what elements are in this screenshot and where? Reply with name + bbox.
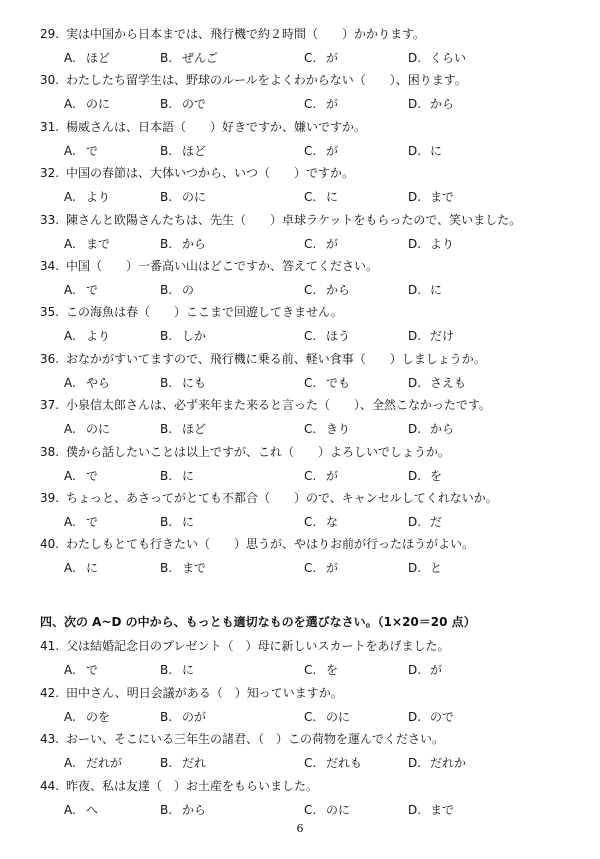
question-41: [40, 638, 588, 654]
option-label: B.: [160, 375, 173, 390]
option-label: C.: [304, 329, 317, 344]
option-label: B.: [160, 190, 173, 205]
answer-options: [64, 755, 584, 771]
option-label: C.: [304, 190, 317, 205]
option-c[interactable]: [304, 328, 350, 344]
option-label: C.: [304, 663, 317, 677]
option-text: から: [182, 802, 207, 817]
option-text: から: [430, 97, 455, 112]
option-d[interactable]: [408, 560, 442, 576]
question-text: 小泉信太郎さんは、必ず来年また来ると言った（ ）、全然こなかったです。: [66, 398, 492, 413]
question-number: 29.: [40, 27, 60, 41]
option-a[interactable]: [64, 709, 110, 725]
option-d[interactable]: [408, 468, 442, 484]
answer-options: [64, 802, 584, 818]
option-text: より: [430, 236, 455, 251]
option-d[interactable]: [408, 662, 442, 678]
option-label: D.: [408, 515, 422, 529]
question-43: [40, 731, 588, 747]
option-label: A.: [64, 143, 76, 158]
question-text: 僕から話したいことは以上ですが、これ（ ）よろしいでしょうか。: [66, 444, 451, 459]
option-label: D.: [408, 561, 422, 576]
option-label: B.: [160, 663, 173, 677]
option-b[interactable]: [160, 50, 218, 66]
option-b[interactable]: [160, 514, 194, 530]
question-36: [40, 351, 588, 367]
option-c[interactable]: [304, 468, 338, 484]
option-text: から: [182, 236, 207, 251]
answer-options: [64, 328, 584, 344]
option-text: やら: [86, 375, 111, 390]
option-label: D.: [408, 422, 422, 437]
option-b[interactable]: [160, 421, 206, 437]
option-text: きり: [326, 422, 351, 437]
option-c[interactable]: [304, 96, 338, 112]
option-text: ほう: [326, 329, 351, 344]
option-label: B.: [160, 756, 173, 771]
option-label: A.: [64, 422, 76, 437]
option-text: だれか: [430, 756, 467, 771]
option-label: D.: [408, 236, 422, 251]
option-label: A.: [64, 663, 76, 677]
option-text: だ: [430, 515, 443, 529]
option-label: B.: [160, 561, 173, 576]
question-32: [40, 165, 588, 181]
option-a[interactable]: [64, 802, 98, 818]
section-heading: 四、次の A~D の中から、もっとも適切なものを選びなさい。（1×20＝20 点）: [40, 615, 476, 629]
option-label: A.: [64, 709, 76, 724]
question-text: この海魚は春（ ）ここまで回遊してきません。: [66, 305, 343, 320]
option-a[interactable]: [64, 328, 110, 344]
option-d[interactable]: [408, 50, 466, 66]
option-text: のに: [182, 190, 207, 205]
option-text: が: [430, 663, 443, 677]
question-text: 中国（ ）一番高い山はどこですか、答えてください。: [66, 259, 379, 273]
option-a[interactable]: [64, 468, 98, 484]
answer-options: [64, 143, 584, 159]
option-label: A.: [64, 283, 76, 297]
answer-options: [64, 282, 584, 298]
question-number: 44.: [40, 778, 60, 793]
option-b[interactable]: [160, 709, 206, 725]
question-text: 陳さんと欧陽さんたちは、先生（ ）卓球ラケットをもらったので、笑いました。: [66, 212, 522, 227]
option-d[interactable]: [408, 96, 454, 112]
question-text: 実は中国から日本までは、飛行機で約２時間（ ）かかります。: [66, 27, 426, 41]
option-text: に: [86, 561, 99, 576]
question-34: [40, 258, 588, 274]
question-number: 38.: [40, 444, 60, 459]
option-label: C.: [304, 709, 317, 724]
answer-options: [64, 421, 584, 437]
question-text: 田中さん、明日会議がある（ ）知っていますか。: [66, 685, 343, 700]
option-label: B.: [160, 236, 173, 251]
option-text: が: [326, 97, 339, 112]
option-text: から: [430, 422, 455, 437]
option-label: D.: [408, 329, 422, 344]
option-label: C.: [304, 802, 317, 817]
option-text: で: [86, 468, 99, 483]
option-text: に: [182, 663, 195, 677]
option-text: を: [430, 468, 443, 483]
option-text: に: [182, 515, 195, 529]
option-d[interactable]: [408, 282, 442, 298]
answer-options: [64, 709, 584, 725]
question-42: [40, 685, 588, 701]
option-label: A.: [64, 515, 76, 529]
option-a[interactable]: [64, 236, 110, 252]
option-d[interactable]: [408, 421, 454, 437]
option-label: C.: [304, 236, 317, 251]
option-text: まで: [430, 802, 455, 817]
option-label: A.: [64, 51, 76, 65]
question-38: [40, 444, 588, 460]
option-b[interactable]: [160, 375, 206, 391]
question-number: 39.: [40, 491, 60, 505]
option-text: くらい: [430, 51, 467, 65]
option-label: A.: [64, 236, 76, 251]
option-a[interactable]: [64, 375, 110, 391]
option-b[interactable]: [160, 560, 206, 576]
option-label: D.: [408, 756, 422, 771]
answer-options: [64, 514, 584, 530]
option-label: D.: [408, 97, 422, 112]
option-label: A.: [64, 802, 76, 817]
option-text: のを: [86, 709, 111, 724]
question-number: 34.: [40, 259, 60, 273]
option-d[interactable]: [408, 802, 454, 818]
option-c[interactable]: [304, 755, 362, 771]
option-a[interactable]: [64, 143, 98, 159]
option-label: C.: [304, 561, 317, 576]
option-text: で: [86, 283, 99, 297]
option-b[interactable]: [160, 468, 194, 484]
option-label: C.: [304, 97, 317, 112]
question-number: 37.: [40, 398, 60, 413]
question-31: [40, 119, 588, 135]
option-label: D.: [408, 663, 422, 677]
answer-options: [64, 468, 584, 484]
question-text: ちょっと、あさってがとても不都合（ ）ので、キャンセルしてくれないか。: [66, 491, 498, 505]
option-label: B.: [160, 143, 173, 158]
question-number: 35.: [40, 305, 60, 320]
option-text: が: [326, 468, 339, 483]
option-label: C.: [304, 515, 317, 529]
option-text: まで: [430, 190, 455, 205]
option-label: D.: [408, 375, 422, 390]
option-label: D.: [408, 283, 422, 297]
option-text: が: [326, 561, 339, 576]
option-text: が: [326, 51, 339, 65]
option-a[interactable]: [64, 421, 110, 437]
option-label: C.: [304, 51, 317, 65]
option-c[interactable]: [304, 560, 338, 576]
option-text: にも: [182, 375, 207, 390]
option-c[interactable]: [304, 189, 338, 205]
option-label: D.: [408, 51, 422, 65]
option-text: が: [326, 143, 339, 158]
option-label: C.: [304, 375, 317, 390]
option-text: さえも: [430, 375, 467, 390]
option-text: まで: [182, 561, 207, 576]
question-number: 41.: [40, 639, 60, 653]
answer-options: [64, 662, 584, 678]
option-label: B.: [160, 515, 173, 529]
option-d[interactable]: [408, 236, 454, 252]
option-label: B.: [160, 97, 173, 112]
option-label: D.: [408, 190, 422, 205]
option-d[interactable]: [408, 709, 454, 725]
option-text: に: [326, 190, 339, 205]
question-text: 楊威さんは、日本語（ ）好きですか、嫌いですか。: [66, 119, 367, 134]
option-c[interactable]: [304, 709, 350, 725]
option-text: に: [430, 283, 443, 297]
question-33: [40, 212, 588, 228]
option-b[interactable]: [160, 282, 194, 298]
option-label: B.: [160, 709, 173, 724]
option-label: D.: [408, 802, 422, 817]
option-d[interactable]: [408, 375, 466, 391]
option-b[interactable]: [160, 189, 206, 205]
option-text: だれも: [326, 756, 363, 771]
option-a[interactable]: [64, 96, 110, 112]
question-44: [40, 778, 588, 794]
option-text: な: [326, 515, 339, 529]
option-c[interactable]: [304, 802, 350, 818]
option-text: より: [86, 190, 111, 205]
option-text: を: [326, 663, 339, 677]
option-text: ほど: [86, 51, 111, 65]
option-label: D.: [408, 143, 422, 158]
option-text: だれが: [86, 756, 123, 771]
answer-options: [64, 236, 584, 252]
option-text: ほど: [182, 143, 207, 158]
question-40: [40, 536, 588, 552]
option-text: で: [86, 663, 99, 677]
option-label: A.: [64, 468, 76, 483]
option-text: だれ: [182, 756, 207, 771]
question-number: 33.: [40, 212, 60, 227]
option-b[interactable]: [160, 96, 206, 112]
answer-options: [64, 560, 584, 576]
option-c[interactable]: [304, 662, 338, 678]
option-text: と: [430, 561, 443, 576]
option-d[interactable]: [408, 143, 442, 159]
option-text: のに: [326, 802, 351, 817]
option-text: のに: [86, 97, 111, 112]
question-number: 40.: [40, 537, 60, 552]
option-text: で: [86, 143, 99, 158]
option-text: に: [182, 468, 195, 483]
question-number: 32.: [40, 166, 60, 181]
question-number: 42.: [40, 685, 60, 700]
question-text: 中国の春節は、大体いつから、いつ（ ）ですか。: [66, 166, 355, 181]
answer-options: [64, 189, 584, 205]
option-text: ぜんご: [182, 51, 219, 65]
question-text: 昨夜、私は友達（ ）お土産をもらいました。: [66, 778, 319, 793]
option-label: C.: [304, 468, 317, 483]
option-text: ほど: [182, 422, 207, 437]
option-text: のに: [86, 422, 111, 437]
option-b[interactable]: [160, 143, 206, 159]
option-label: B.: [160, 51, 173, 65]
answer-options: [64, 50, 584, 66]
option-label: D.: [408, 468, 422, 483]
option-label: A.: [64, 329, 76, 344]
option-text: で: [86, 515, 99, 529]
option-text: のが: [182, 709, 207, 724]
option-a[interactable]: [64, 282, 98, 298]
option-label: B.: [160, 468, 173, 483]
option-text: より: [86, 329, 111, 344]
option-label: B.: [160, 422, 173, 437]
question-39: [40, 490, 588, 506]
option-label: C.: [304, 283, 317, 297]
option-c[interactable]: [304, 514, 338, 530]
option-label: C.: [304, 422, 317, 437]
option-b[interactable]: [160, 755, 206, 771]
option-text: でも: [326, 375, 351, 390]
option-b[interactable]: [160, 662, 194, 678]
option-label: A.: [64, 756, 76, 771]
question-text: わたしたち留学生は、野球のルールをよくわからない（ ）、困ります。: [66, 73, 467, 88]
option-a[interactable]: [64, 560, 98, 576]
option-label: D.: [408, 709, 422, 724]
answer-options: [64, 96, 584, 112]
option-d[interactable]: [408, 328, 454, 344]
question-35: [40, 304, 588, 320]
question-37: [40, 397, 588, 413]
option-c[interactable]: [304, 143, 338, 159]
option-c[interactable]: [304, 375, 350, 391]
option-label: A.: [64, 190, 76, 205]
answer-options: [64, 375, 584, 391]
option-label: B.: [160, 329, 173, 344]
option-b[interactable]: [160, 236, 206, 252]
option-c[interactable]: [304, 236, 338, 252]
option-text: に: [430, 143, 443, 158]
option-b[interactable]: [160, 328, 206, 344]
option-text: へ: [86, 802, 99, 817]
question-text: おなかがすいてますので、飛行機に乗る前、軽い食事（ ）しましょうか。: [66, 351, 486, 366]
question-30: [40, 72, 588, 88]
option-label: C.: [304, 143, 317, 158]
option-a[interactable]: [64, 662, 98, 678]
question-number: 30.: [40, 73, 60, 88]
option-text: ので: [182, 97, 207, 112]
option-a[interactable]: [64, 50, 110, 66]
question-number: 36.: [40, 351, 60, 366]
option-text: のに: [326, 709, 351, 724]
option-text: の: [182, 283, 195, 297]
option-c[interactable]: [304, 50, 338, 66]
option-a[interactable]: [64, 189, 110, 205]
option-label: C.: [304, 756, 317, 771]
question-29: [40, 26, 588, 42]
question-text: 父は結婚記念日のプレゼント（ ）母に新しいスカートをあげました。: [66, 639, 450, 653]
option-text: ので: [430, 709, 455, 724]
option-label: A.: [64, 375, 76, 390]
option-d[interactable]: [408, 755, 466, 771]
option-a[interactable]: [64, 514, 98, 530]
option-c[interactable]: [304, 282, 350, 298]
option-text: まで: [86, 236, 111, 251]
question-number: 43.: [40, 732, 60, 747]
page-number: 6: [296, 822, 304, 835]
option-b[interactable]: [160, 802, 206, 818]
option-text: が: [326, 236, 339, 251]
option-d[interactable]: [408, 189, 454, 205]
option-label: A.: [64, 561, 76, 576]
question-text: おーい、そこにいる三年生の諸君、（ ）この荷物を運んでください。: [66, 732, 445, 747]
option-d[interactable]: [408, 514, 442, 530]
option-label: A.: [64, 97, 76, 112]
option-c[interactable]: [304, 421, 350, 437]
option-label: B.: [160, 802, 173, 817]
option-a[interactable]: [64, 755, 122, 771]
option-label: B.: [160, 283, 173, 297]
option-text: だけ: [430, 329, 455, 344]
question-number: 31.: [40, 119, 60, 134]
option-text: しか: [182, 329, 207, 344]
option-text: から: [326, 283, 351, 297]
question-text: わたしもとても行きたい（ ）思うが、やはりお前が行ったほうがよい。: [66, 537, 475, 552]
